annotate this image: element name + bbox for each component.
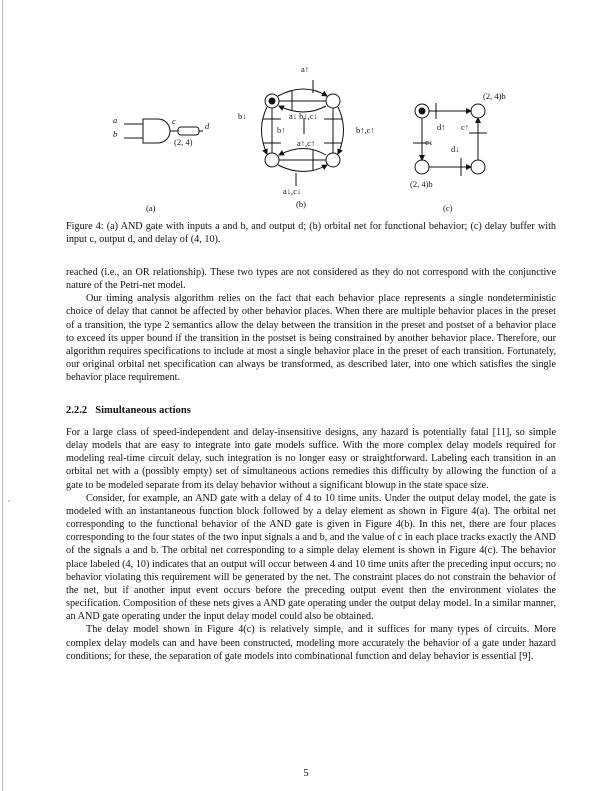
body-text-top (66, 266, 556, 384)
panel-label-a: (a) (146, 203, 156, 213)
margin-mark: , (8, 494, 10, 503)
net-b-label-bottom: a↓,c↓ (283, 186, 302, 196)
net-b-label-inner-left: b↑ (277, 125, 286, 135)
body-text-section (66, 426, 556, 663)
panel-label-c: (c) (443, 203, 453, 213)
net-b-label-right: b↑,c↑ (356, 125, 375, 135)
page-number: 5 (303, 768, 309, 779)
initial-token (269, 98, 275, 104)
gate-delay: (2, 4) (174, 137, 193, 147)
gate-signal-c: c (172, 116, 176, 126)
paragraph-1: reached (i.e., an OR relationship). These two types are not considered as they do not correspond with the conjunctive nature of the Petri-net model. (66, 267, 556, 292)
panel-label-b: (b) (296, 199, 306, 209)
paragraph-3: For a large class of speed-independent and delay-insensitive designs, any hazard is potentially fatal [11], so simple delay models that are easy to integrate into gate models suffice. With the more complex delay models required for modeling real-time circuit delay, such integration is no longer easy or straightforward. Labeling each transition in an orbital net with a (possibly empty) set of simultaneous actions remedies this difficulty by allowing the function of a gate to be modeled separate from its delay behavior without a significant blowup in the state space size. (66, 427, 556, 491)
orbital-net-b (262, 80, 344, 186)
net-b-label-top: a↑ (301, 64, 310, 74)
net-c-label-bottom: (2, 4)b (410, 179, 433, 189)
net-b-label-center-bottom: a↑,c↑ (297, 138, 316, 148)
net-c-label-top: (2, 4)b (483, 91, 506, 101)
net-c-label-c-down: c↓ (425, 137, 434, 147)
place-bottom-right (326, 153, 340, 167)
gate-input-b: b (113, 129, 118, 139)
figure-4-diagram (0, 0, 612, 215)
section-number: 2.2.2 (66, 405, 88, 416)
and-gate-symbol (143, 119, 170, 143)
delay-element (178, 127, 199, 135)
place-c-top-right (471, 104, 485, 118)
section-heading (66, 405, 191, 416)
place-bottom-left (265, 153, 279, 167)
net-b-label-center-top: a↓ b↓,c↓ (289, 111, 318, 121)
figure-4 (0, 0, 612, 215)
net-b-label-left: b↓ (238, 111, 247, 121)
section-title: Simultaneous actions (95, 405, 191, 416)
place-c-bottom-left (415, 160, 429, 174)
net-c-label-d-up: d↑ (437, 122, 446, 132)
place-top-right (326, 94, 340, 108)
gate-output-d: d (205, 121, 210, 131)
paragraph-4: Consider, for example, an AND gate with a delay of 4 to 10 time units. Under the output delay model, the gate is modeled with an instantaneous function block followed by a delay element as shown in Figure 4(a). The orbital net corresponding to the functional behavior of the AND gate is given in Figure 4(b). In this net, there are four places corresponding to the four states of the two input signals a and b, and the value of c in each place tracks exactly the AND of the signals a and b. The orbital net corresponding to a simple delay element is shown in Figure 4(c). The behavior place labeled (4, 10) indicates that an output will occur between 4 and 10 time units after the preceding input occurs; no behavior violating this requirement will be generated by the net. The constraint places do not constrain the behavior of the net, but if another input event occurs before the preceding output event then the environment violates the specification. Composition of these nets gives a AND gate operating under the output delay model. In a similar manner, an AND gate operating under the input delay model could also be obtained. (66, 492, 556, 623)
net-c-label-c-up: c↑ (461, 122, 470, 132)
net-c-label-d-down: d↓ (451, 144, 460, 154)
place-c-bottom-right (471, 160, 485, 174)
paragraph-5: The delay model shown in Figure 4(c) is relatively simple, and it suffices for many types of circuits. More complex delay models can and have been constructed, modeling more accurately the behavior of a gate under hazard conditions; for these, the separation of gate models into combinational function and delay behavior is essential [9]. (66, 624, 556, 662)
figure-caption: Figure 4: (a) AND gate with inputs a and b, and output d; (b) orbital net for functional behavior; (c) delay buffer with input c, output d, and delay of (4, 10). (66, 221, 556, 245)
initial-token-c (419, 108, 425, 114)
paragraph-2: Our timing analysis algorithm relies on the fact that each behavior place represents a single nondeterministic choice of delay that cannot be affected by other behavior places. When there are multiple behavior places in the preset of a transition, the type 2 semantics allow the delay between the transition in the preset and postset of a behavior place to exceed its upper bound if the transition in the postset is being constrained by another behavior place. Therefore, our algorithm requires specifications to include at most a single behavior place in the preset of each transition. Fortunately, our original orbital net specification can always be transformed, as described later, into one which satisfies the single behavior place requirement. (66, 293, 556, 384)
gate-input-a: a (113, 115, 118, 125)
